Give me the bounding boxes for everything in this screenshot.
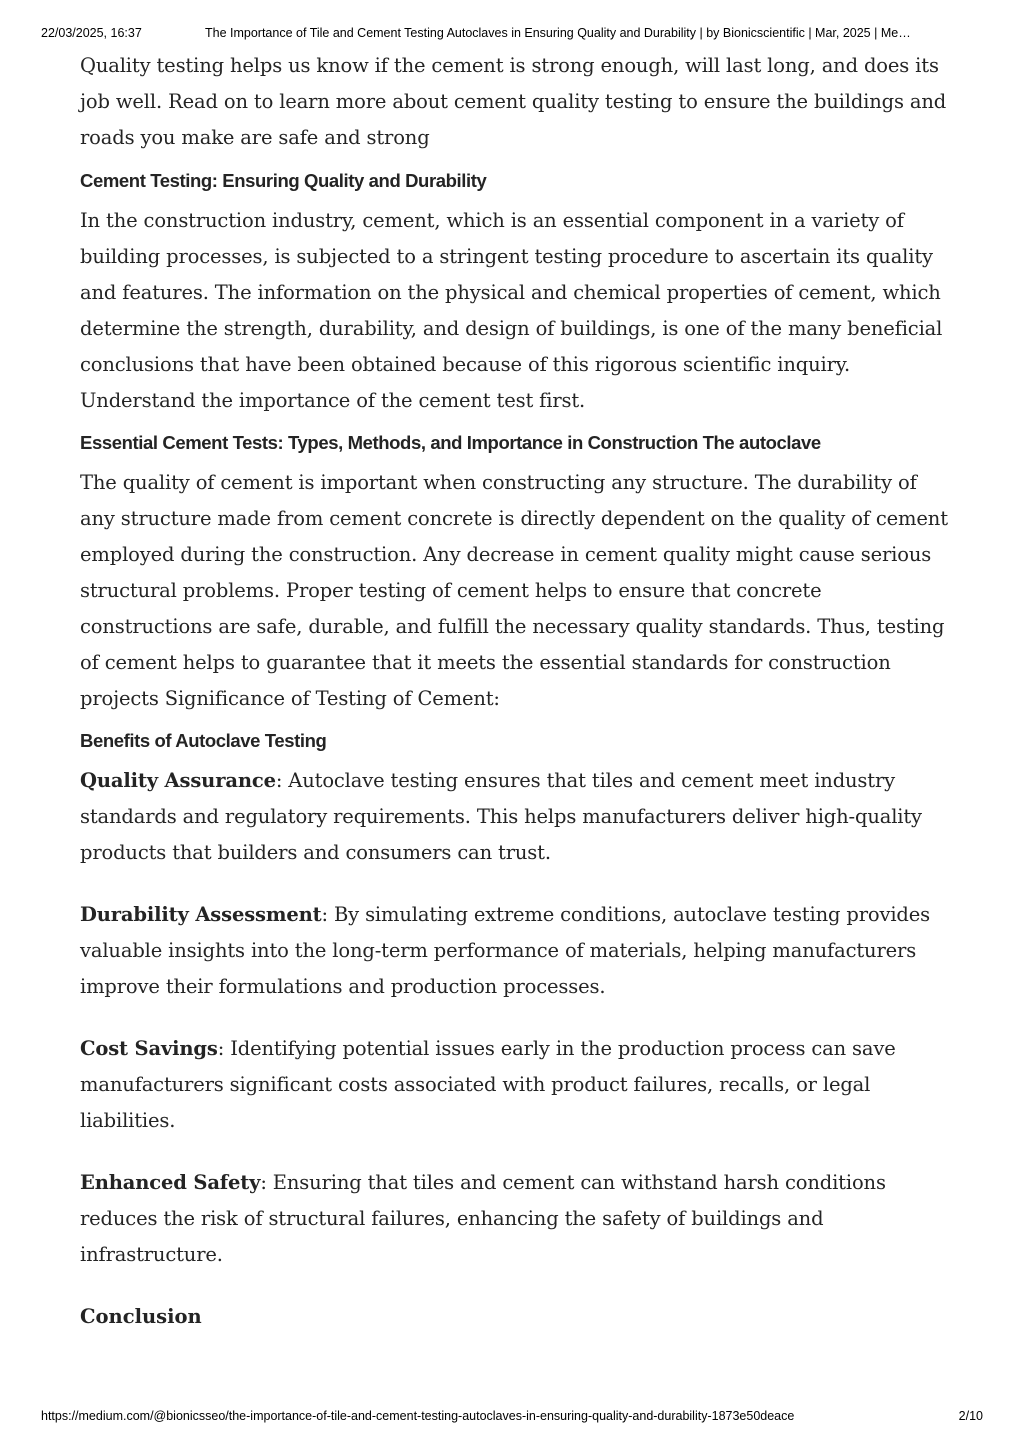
benefit-text: : By simulating extreme conditions, autoclave testing provides valuable insights into the long-term performance of materials, helping manufacturers improve their formulations and production processes.	[80, 903, 930, 998]
benefit-text: : Autoclave testing ensures that tiles and cement meet industry standards and regulatory requirements. This helps manufacturers deliver high-quality products that builders and consumers can trust.	[80, 769, 922, 864]
section-heading-cement-testing: Cement Testing: Ensuring Quality and Durability	[80, 170, 487, 191]
section-heading-benefits: Benefits of Autoclave Testing	[80, 730, 327, 751]
conclusion-heading: Conclusion	[80, 1305, 202, 1328]
benefit-term: Cost Savings	[80, 1037, 218, 1060]
section-paragraph-cement-testing: In the construction industry, cement, which is an essential component in a variety of building processes, is subjected to a stringent testing procedure to ascertain its quality and features. The information on the physical and chemical properties of cement, which determine the strength, durability, and design of buildings, is one of the many beneficial conclusions that have been obtained because of this rigorous scientific inquiry. Understand the importance of the cement test first.	[80, 209, 943, 412]
benefit-term: Durability Assessment	[80, 903, 322, 926]
benefit-enhanced-safety	[80, 1165, 950, 1273]
print-header	[41, 26, 983, 44]
benefit-term: Enhanced Safety	[80, 1171, 261, 1194]
print-footer	[41, 1409, 983, 1427]
benefit-quality-assurance	[80, 763, 950, 871]
benefit-text: : Ensuring that tiles and cement can withstand harsh conditions reduces the risk of structural failures, enhancing the safety of buildings and infrastructure.	[80, 1171, 886, 1266]
benefit-cost-savings	[80, 1031, 950, 1139]
page-number: 2/10	[958, 1409, 983, 1423]
benefit-text: : Identifying potential issues early in the production process can save manufacturers significant costs associated with product failures, recalls, or legal liabilities.	[80, 1037, 896, 1132]
section-heading-essential-tests: Essential Cement Tests: Types, Methods, and Importance in Construction The autoclave	[80, 432, 821, 453]
print-url: https://medium.com/@bionicsseo/the-importance-of-tile-and-cement-testing-autoclaves-in-ensuring-quality-and-durability-1873e50deace	[41, 1409, 795, 1423]
intro-paragraph: Quality testing helps us know if the cement is strong enough, will last long, and does its job well. Read on to learn more about cement quality testing to ensure the buildings and roads you make are safe and strong	[80, 54, 947, 149]
section-paragraph-essential-tests: The quality of cement is important when constructing any structure. The durability of any structure made from cement concrete is directly dependent on the quality of cement employed during the construction. Any decrease in cement quality might cause serious structural problems. Proper testing of cement helps to ensure that concrete constructions are safe, durable, and fulfill the necessary quality standards. Thus, testing of cement helps to guarantee that it meets the essential standards for construction projects Significance of Testing of Cement:	[80, 471, 948, 710]
print-date: 22/03/2025, 16:37	[41, 26, 142, 40]
benefit-durability-assessment	[80, 897, 950, 1005]
benefit-term: Quality Assurance	[80, 769, 276, 792]
article-body	[80, 48, 950, 1335]
print-page-title: The Importance of Tile and Cement Testing Autoclaves in Ensuring Quality and Durability | by Bionicscientific | Mar, 2025 | Me…	[205, 26, 911, 40]
